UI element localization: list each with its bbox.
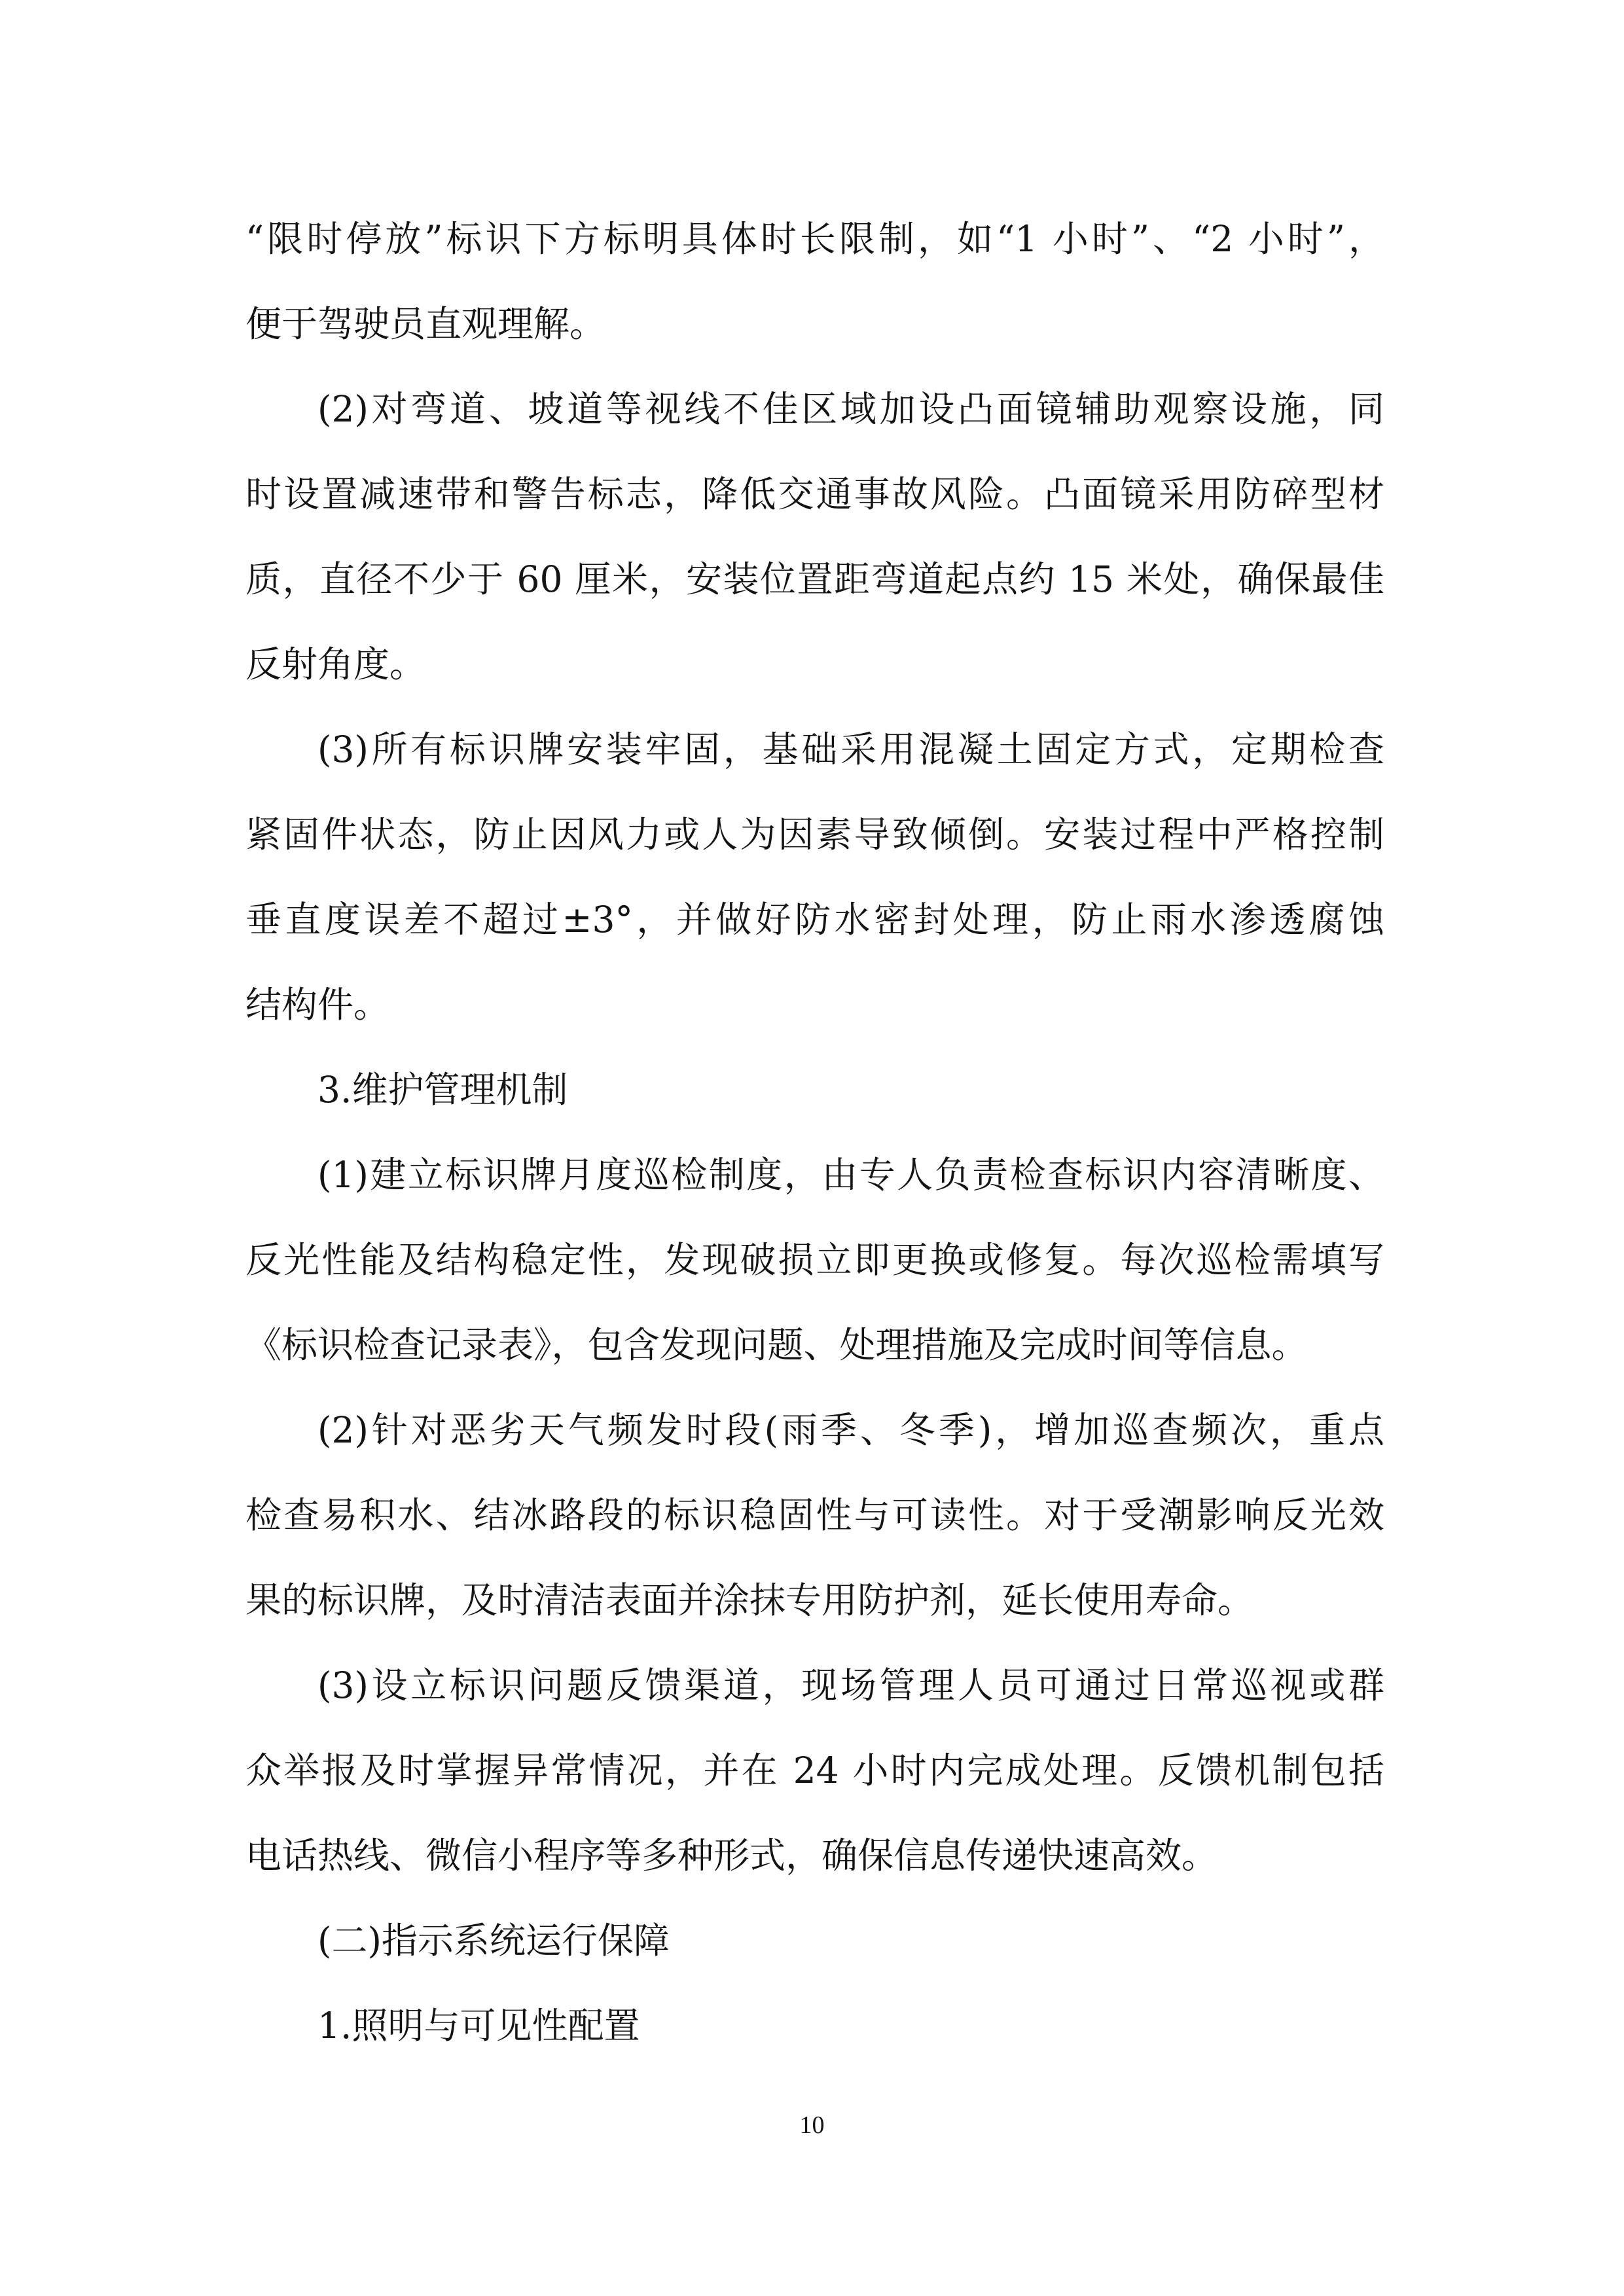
body-text-line: 检查易积水、结冰路段的标识稳固性与可读性。对于受潮影响反光效 [245, 1494, 1384, 1536]
subsection-heading: 1.照明与可见性配置 [317, 2005, 640, 2047]
body-text-line: 电话热线、微信小程序等多种形式，确保信息传递快速高效。 [245, 1835, 1218, 1876]
list-item-line: (3)所有标识牌安装牢固，基础采用混凝土固定方式，定期检查 [317, 728, 1384, 770]
body-text-line: 垂直度误差不超过±3°，并做好防水密封处理，防止雨水渗透腐蚀 [245, 899, 1384, 941]
body-text-line: 时设置减速带和警告标志，降低交通事故风险。凸面镜采用防碎型材 [245, 473, 1384, 515]
body-text-line: 结构件。 [245, 984, 390, 1026]
body-text-line: 反光性能及结构稳定性，发现破损立即更换或修复。每次巡检需填写 [245, 1239, 1384, 1281]
body-text-line: 《标识检查记录表》，包含发现问题、处理措施及完成时间等信息。 [245, 1324, 1308, 1366]
section-heading: 3.维护管理机制 [317, 1069, 568, 1111]
body-text-line: 众举报及时掌握异常情况，并在 24 小时内完成处理。反馈机制包括 [245, 1749, 1384, 1791]
body-text-line: 便于驾驶员直观理解。 [245, 303, 606, 345]
body-text-line: 反射角度。 [245, 643, 426, 685]
body-text-line: 紧固件状态，防止因风力或人为因素导致倾倒。安装过程中严格控制 [245, 814, 1384, 855]
section-heading: (二)指示系统运行保障 [317, 1920, 670, 1962]
list-item-line: (3)设立标识问题反馈渠道，现场管理人员可通过日常巡视或群 [317, 1664, 1384, 1706]
body-text-line: “限时停放”标识下方标明具体时长限制，如“1 小时”、“2 小时”， [245, 218, 1384, 260]
list-item-line: (2)针对恶劣天气频发时段(雨季、冬季)，增加巡查频次，重点 [317, 1409, 1384, 1451]
list-item-line: (2)对弯道、坡道等视线不佳区域加设凸面镜辅助观察设施，同 [317, 388, 1384, 430]
body-text-line: 质，直径不少于 60 厘米，安装位置距弯道起点约 15 米处，确保最佳 [245, 558, 1384, 600]
page-number: 10 [799, 2111, 825, 2139]
body-text-line: 果的标识牌，及时清洁表面并涂抹专用防护剂，延长使用寿命。 [245, 1579, 1254, 1621]
list-item-line: (1)建立标识牌月度巡检制度，由专人负责检查标识内容清晰度、 [317, 1154, 1384, 1196]
